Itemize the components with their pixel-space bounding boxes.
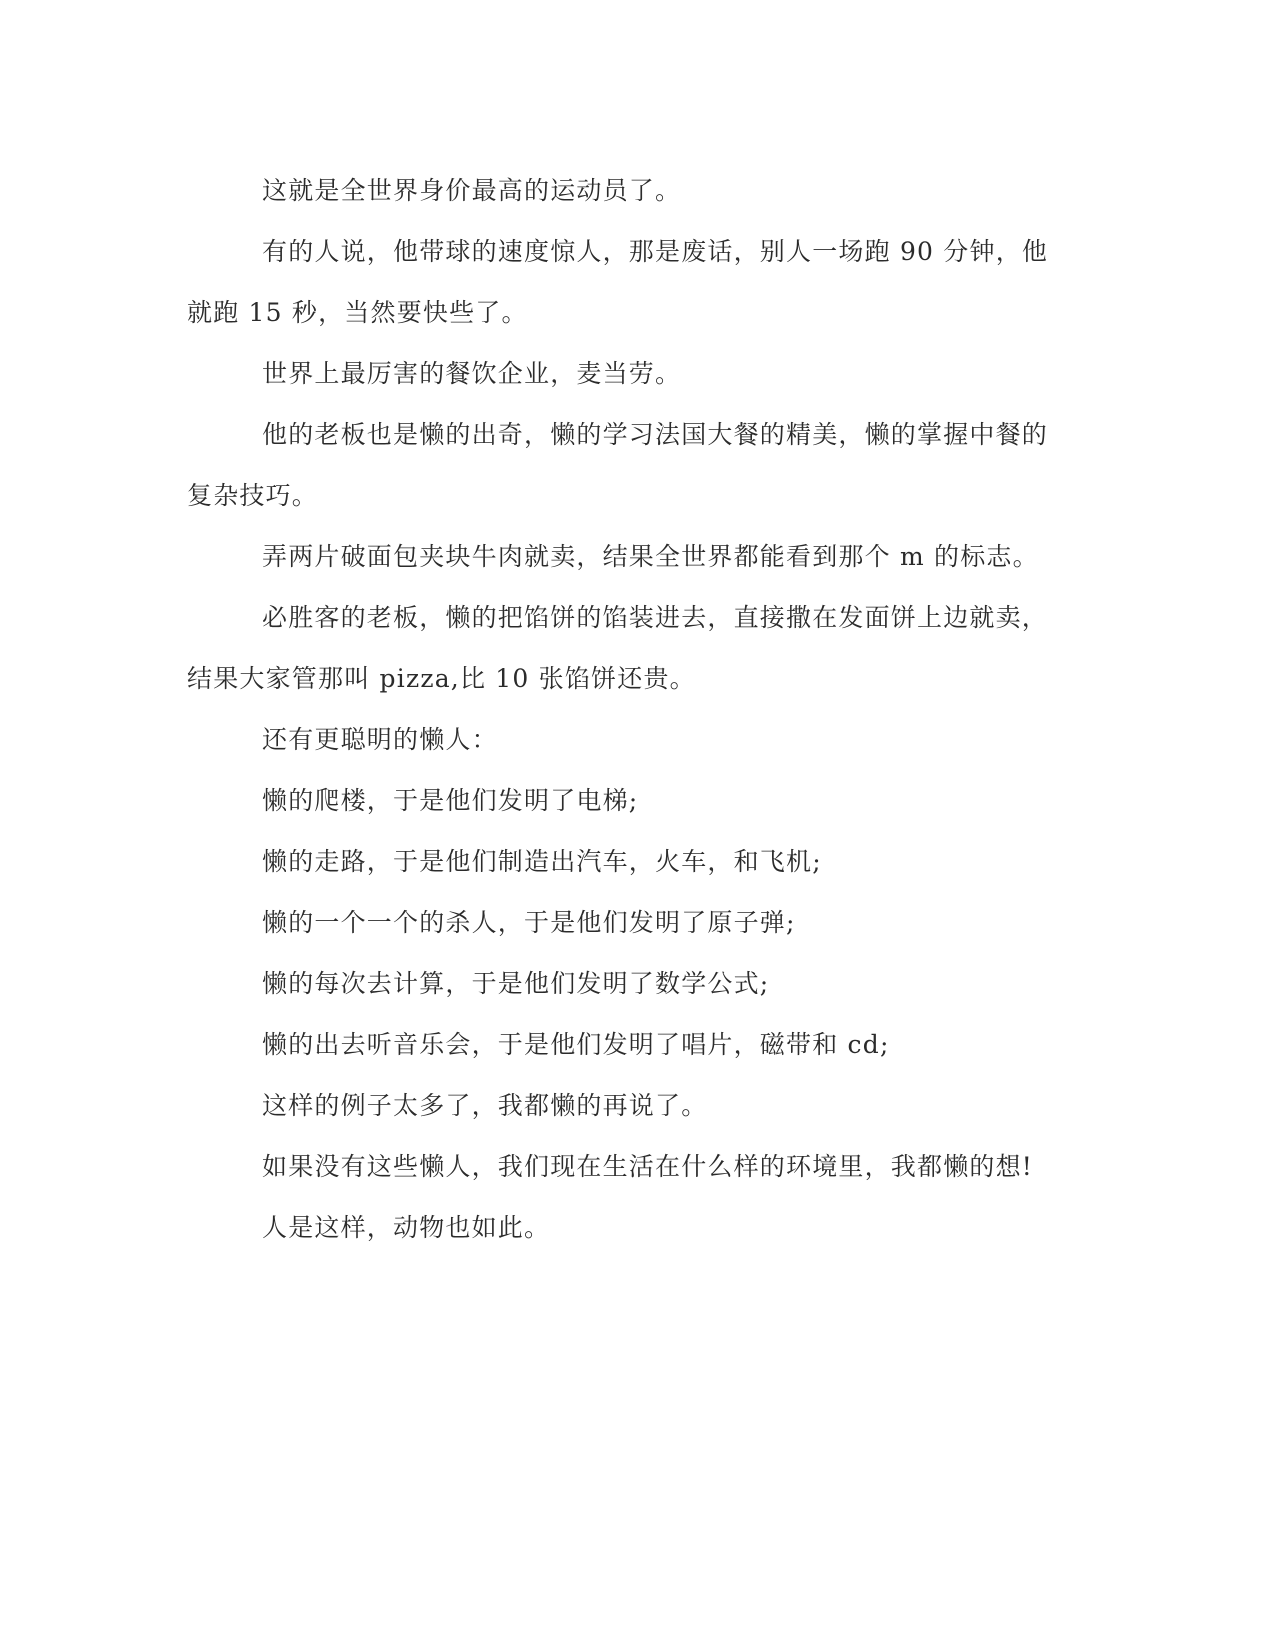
paragraph: 懒的走路，于是他们制造出汽车，火车，和飞机; [262,847,822,876]
paragraph: 懒的爬楼，于是他们发明了电梯; [262,786,639,815]
paragraph: 懒的一个一个的杀人，于是他们发明了原子弹; [262,908,796,937]
document-body [187,160,1072,1258]
paragraph: 他的老板也是懒的出奇，懒的学习法国大餐的精美，懒的掌握中餐的复杂技巧。 [187,420,1049,510]
paragraph: 懒的每次去计算，于是他们发明了数学公式; [262,969,770,998]
paragraph: 必胜客的老板，懒的把馅饼的馅装进去，直接撒在发面饼上边就卖，结果大家管那叫 pizza,比 10 张馅饼还贵。 [187,603,1049,693]
paragraph: 人是这样，动物也如此。 [262,1213,551,1242]
paragraph: 有的人说，他带球的速度惊人，那是废话，别人一场跑 90 分钟，他就跑 15 秒，当然要快些了。 [187,237,1049,327]
paragraph: 弄两片破面包夹块牛肉就卖，结果全世界都能看到那个 m 的标志。 [262,542,1039,571]
paragraph: 懒的出去听音乐会，于是他们发明了唱片，磁带和 cd; [262,1030,890,1059]
paragraph: 这就是全世界身价最高的运动员了。 [262,176,682,205]
paragraph: 这样的例子太多了，我都懒的再说了。 [262,1091,708,1120]
paragraph: 还有更聪明的懒人： [262,725,498,754]
paragraph: 世界上最厉害的餐饮企业，麦当劳。 [262,359,682,388]
paragraph: 如果没有这些懒人，我们现在生活在什么样的环境里，我都懒的想! [262,1152,1034,1181]
